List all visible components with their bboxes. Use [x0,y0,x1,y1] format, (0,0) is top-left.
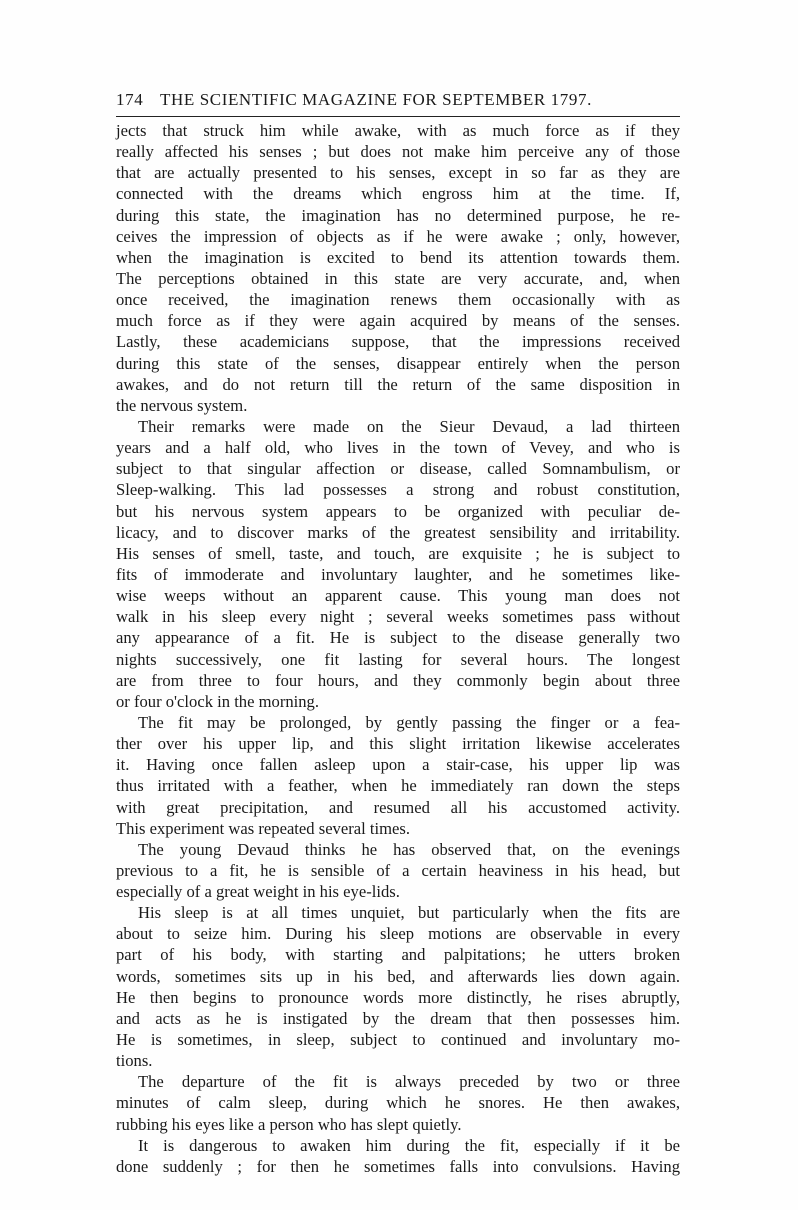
text-line: thus irritated with a feather, when he immediately ran down the steps [116,776,680,796]
text-line: years and a half old, who lives in the town of Vevey, and who is [116,438,680,458]
text-line: Lastly, these academicians suppose, that the impressions received [116,332,680,352]
text-line: He then begins to pronounce words more distinctly, he rises abruptly, [116,987,680,1007]
running-header [116,90,678,110]
text-line: jects that struck him while awake, with as much force as if they [116,121,680,140]
text-line: and acts as he is instigated by the dream that then possesses him. [116,1008,680,1028]
text-line: subject to that singular affection or disease, called Somnambulism, or [116,459,680,479]
text-line: His senses of smell, taste, and touch, are exquisite ; he is subject to [116,543,680,563]
header-rule [116,116,680,117]
text-line: are from three to four hours, and they commonly begin about three [116,670,680,690]
text-line: rubbing his eyes like a person who has slept quietly. [116,1114,462,1134]
text-line: or four o'clock in the morning. [116,691,319,711]
text-line: the nervous system. [116,395,248,415]
text-line: tions. [116,1051,153,1071]
text-line: previous to a fit, he is sensible of a certain heaviness in his head, but [116,860,680,880]
text-line: minutes of calm sleep, during which he snores. He then awakes, [116,1093,680,1113]
body-text [116,120,680,1177]
text-line: about to seize him. During his sleep motions are observable in every [116,924,680,944]
text-line: nights successively, one fit lasting for several hours. The longest [116,649,680,669]
text-line: awakes, and do not return till the return of the same disposition in [116,374,680,394]
text-line: done suddenly ; for then he sometimes falls into convulsions. Having [116,1156,680,1176]
text-line: during this state of the senses, disappear entirely when the person [116,353,680,373]
text-line: Sleep-walking. This lad possesses a strong and robust constitution, [116,480,680,500]
text-line: part of his body, with starting and palpitations; he utters broken [116,945,680,965]
text-line: with great precipitation, and resumed all his accustomed activity. [116,797,680,817]
text-line: This experiment was repeated several times. [116,818,410,838]
text-line: words, sometimes sits up in his bed, and afterwards lies down again. [116,966,680,986]
text-line: but his nervous system appears to be organized with peculiar de- [116,501,680,521]
text-line: ther over his upper lip, and this slight irritation likewise accelerates [116,734,680,754]
text-line: fits of immoderate and involuntary laughter, and he sometimes like- [116,564,680,584]
text-line: that are actually presented to his senses, except in so far as they are [116,163,680,183]
text-line: connected with the dreams which engross him at the time. If, [116,184,680,204]
text-line: it. Having once fallen asleep upon a stair-case, his upper lip was [116,755,680,775]
text-line: ceives the impression of objects as if he were awake ; only, however, [116,226,680,246]
text-line: once received, the imagination renews them occasionally with as [116,290,680,310]
text-line: The young Devaud thinks he has observed that, on the evenings [138,839,680,859]
text-line: licacy, and to discover marks of the greatest sensibility and irritability. [116,522,680,542]
text-line: He is sometimes, in sleep, subject to continued and involuntary mo- [116,1030,680,1050]
text-line: wise weeps without an apparent cause. This young man does not [116,586,680,606]
text-line: The perceptions obtained in this state are very accurate, and, when [116,268,680,288]
text-line: really affected his senses ; but does not make him perceive any of those [116,142,680,162]
text-line: walk in his sleep every night ; several weeks sometimes pass without [116,607,680,627]
text-line: Their remarks were made on the Sieur Devaud, a lad thirteen [138,416,680,436]
text-line: when the imagination is excited to bend its attention towards them. [116,247,680,267]
text-line: especially of a great weight in his eye-lids. [116,882,400,902]
text-line: It is dangerous to awaken him during the fit, especially if it be [138,1135,680,1155]
text-line: The fit may be prolonged, by gently passing the finger or a fea- [138,712,680,732]
text-line: any appearance of a fit. He is subject to the disease generally two [116,628,680,648]
page-number: 174 [116,90,144,109]
text-line: His sleep is at all times unquiet, but particularly when the fits are [138,903,680,923]
text-line: The departure of the fit is always preceded by two or three [138,1072,680,1092]
text-line: much force as if they were again acquired by means of the senses. [116,311,680,331]
text-line: during this state, the imagination has no determined purpose, he re- [116,205,680,225]
running-title: THE SCIENTIFIC MAGAZINE FOR SEPTEMBER 1797. [160,90,592,109]
